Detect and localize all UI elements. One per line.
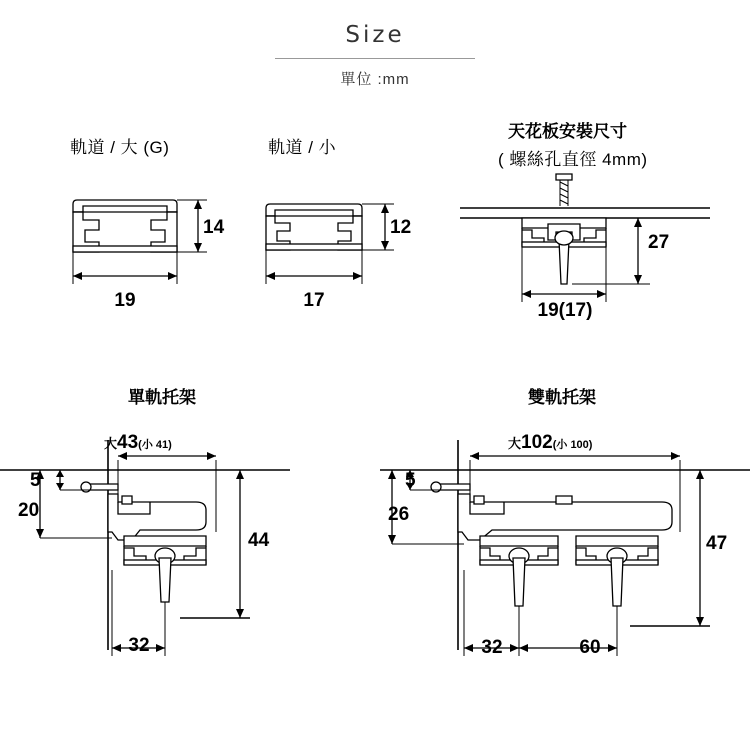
double-bracket-dim-5: 5 [405,470,416,491]
ceiling-mount-width-value: 19(17) [537,300,593,321]
page-title-text: Size [345,22,405,48]
single-bracket-top-width-alt: (小 41) [138,439,172,451]
single-bracket-dim-44: 44 [248,530,270,551]
single-bracket-dim-5: 5 [30,470,41,491]
single-bracket-top-width-main: 43 [117,432,139,453]
double-bracket-top-width-main: 102 [521,432,553,453]
single-bracket-top-width-prefix: 大 [104,436,118,451]
double-bracket-top-width-alt: (小 100) [552,439,593,451]
double-bracket-top-width-prefix: 大 [508,436,522,451]
double-bracket-dim-26: 26 [388,504,410,525]
single-bracket-dim-20: 20 [18,500,40,521]
unit-label: 單位 :mm [340,71,410,88]
ceiling-mount-height-value: 27 [648,232,670,253]
double-bracket-dim-47: 47 [706,533,728,554]
page-title [0,22,750,48]
ceiling-mount-label-line2: ( 螺絲孔直徑 4mm) [498,150,648,169]
track-small-width-value: 17 [303,290,325,311]
track-large-height-value: 14 [203,217,225,238]
diagram-canvas: Size 單位 :mm 軌道 / 大 (G) 14 19 軌道 / 小 12 17 天花板安裝尺寸 ( 螺絲孔直徑 4mm) 27 19(17) 單軌托架 大43(小 41) 5 20 44 32 雙軌托架 大102(小 100) 5 26 47 32 60 [0,0,750,750]
single-bracket-label: 單軌托架 [128,388,196,407]
track-small-height-value: 12 [390,217,412,238]
title-divider [275,58,475,59]
single-bracket-dim-32: 32 [128,635,150,656]
double-bracket-label: 雙軌托架 [528,388,596,407]
double-bracket-dim-60: 60 [579,637,601,658]
track-small-label: 軌道 / 小 [268,138,337,157]
double-bracket-dim-32: 32 [481,637,503,658]
track-large-label: 軌道 / 大 (G) [70,138,170,157]
ceiling-mount-label-line1: 天花板安裝尺寸 [508,122,627,141]
